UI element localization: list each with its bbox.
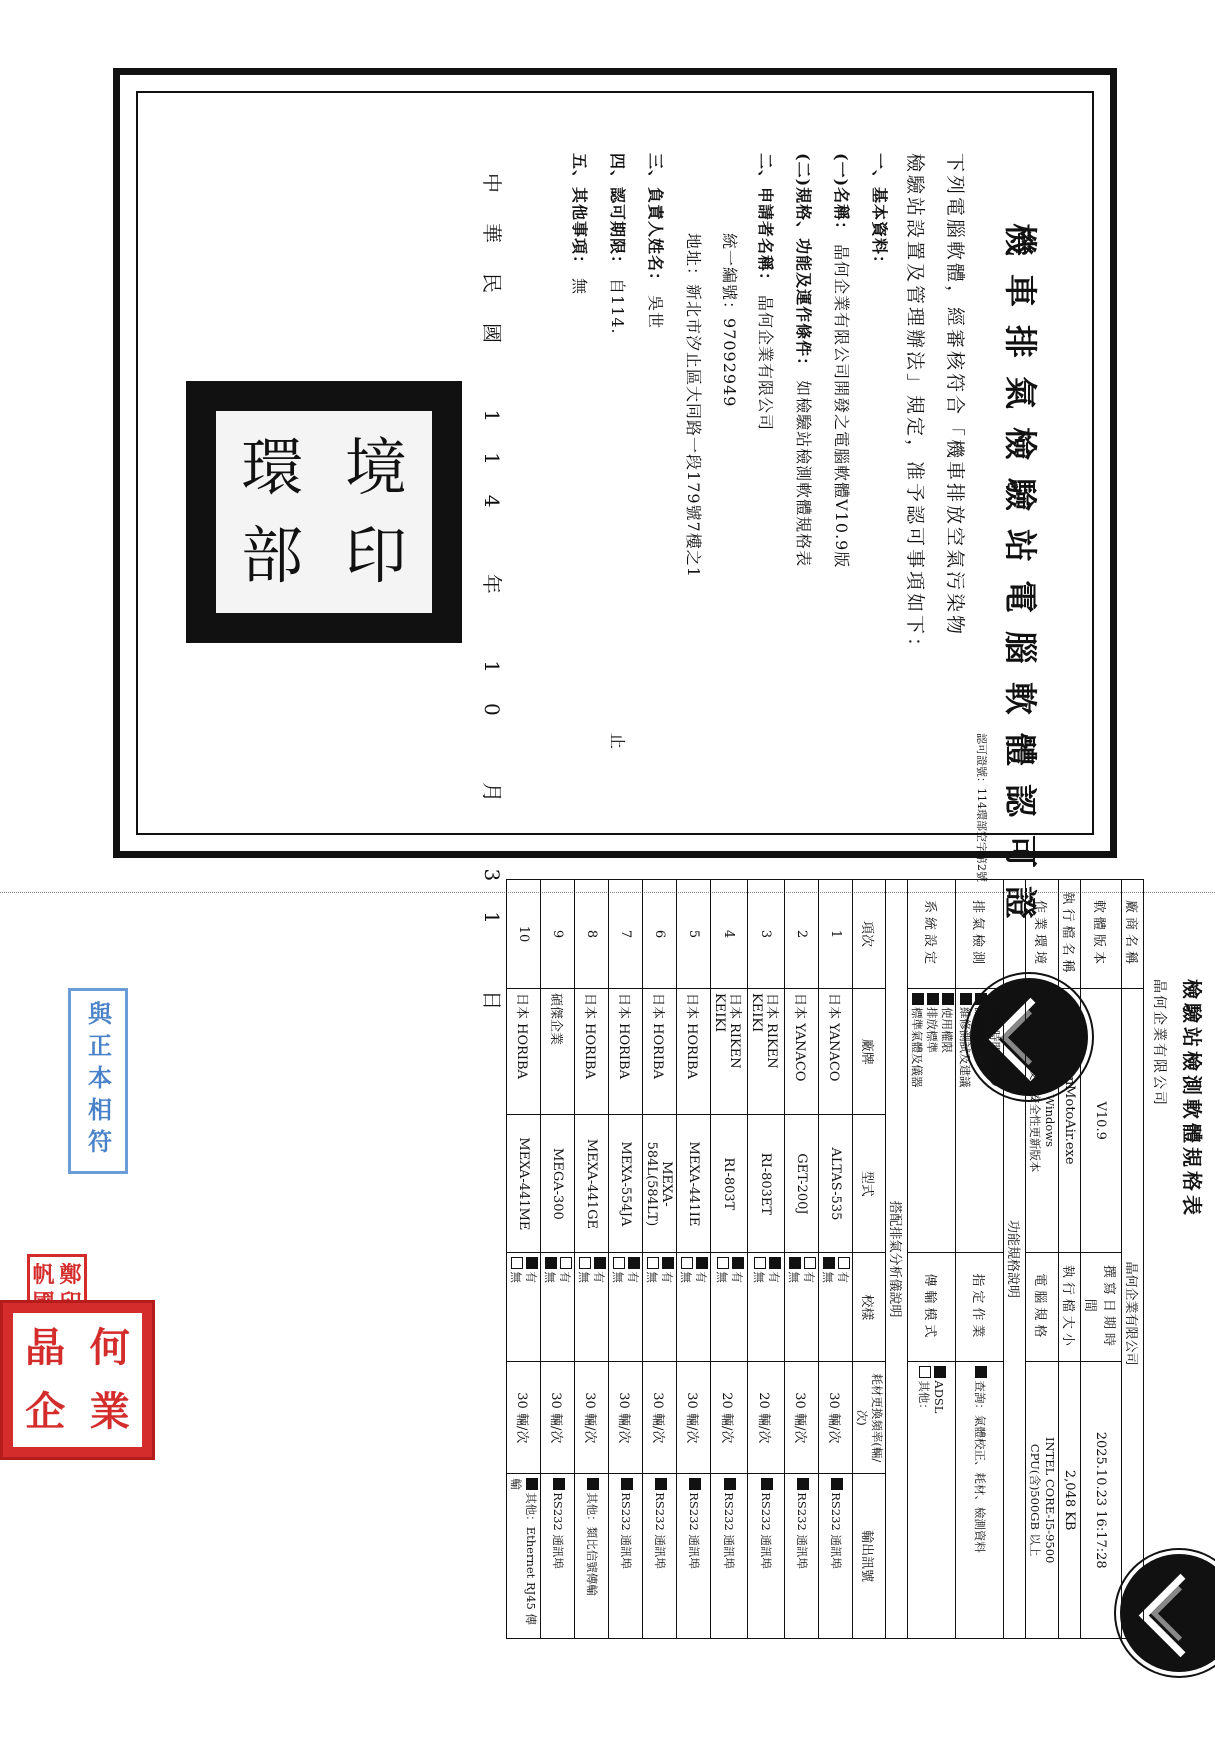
equipment-freq: 30 輛/次	[643, 1362, 677, 1474]
equipment-row	[609, 880, 643, 1639]
spec-table	[506, 879, 1144, 1639]
equipment-row	[643, 880, 677, 1639]
equipment-no: 3	[748, 880, 785, 989]
equipment-row	[748, 880, 785, 1639]
equipment-row	[819, 880, 853, 1639]
spec-company: 晶何企業有限公司	[1151, 979, 1167, 1107]
equipment-no: 2	[785, 880, 819, 989]
equipment-output: RS232 通訊埠	[785, 1474, 819, 1639]
equipment-calib: 有 無	[677, 1253, 711, 1362]
equipment-calib: 有 無	[541, 1253, 575, 1362]
equipment-model: MEXA-554JA	[609, 1115, 643, 1253]
equipment-freq: 30 輛/次	[575, 1362, 609, 1474]
responsible-row: 三、負責人姓名：吳世	[646, 153, 665, 330]
col-output: 輸出訊號	[853, 1474, 886, 1639]
equipment-no: 10	[507, 880, 541, 989]
intro-line-1: 下列電腦軟體，經審核符合「機車排放空氣污染物	[944, 153, 966, 638]
exhaust-label: 排氣檢測	[956, 880, 1004, 989]
official-seal-core: 環 境 部 印	[216, 411, 432, 613]
exe-label: 執行檔名稱	[1059, 880, 1081, 989]
equipment-calib: 有 無	[748, 1253, 785, 1362]
equipment-freq: 30 輛/次	[507, 1362, 541, 1474]
software-name-row: (一)名稱：晶何企業有限公司開發之電腦軟體V10.9版	[832, 153, 851, 569]
func-header: 功能規格說明	[1004, 880, 1026, 1639]
equip-header: 搭配排氣分析儀說明	[886, 880, 908, 1639]
certificate-title: 機車排氣檢驗站電腦軟體認可證	[1001, 223, 1040, 937]
section-basic-info: 一、基本資料：	[870, 153, 889, 273]
equipment-calib: 有 無	[819, 1253, 853, 1362]
col-no: 項次	[853, 880, 886, 989]
vendor-label: 廠商名稱	[1122, 880, 1144, 989]
size-value: 2,048 KB	[1059, 1362, 1081, 1639]
hw-value: INTEL CORE-I5-9500 CPU(含)500GB 以上	[1026, 1362, 1059, 1639]
equipment-freq: 30 輛/次	[785, 1362, 819, 1474]
roc-date: 中華民國 114 年 10 月 31 日	[480, 173, 504, 1041]
equipment-freq: 30 輛/次	[609, 1362, 643, 1474]
spec-title: 檢驗站檢測軟體規格表	[1180, 979, 1204, 1219]
spec-sheet	[506, 859, 1208, 1659]
equipment-output: RS232 通訊埠	[819, 1474, 853, 1639]
equipment-output: RS232 通訊埠	[677, 1474, 711, 1639]
personal-red-seal: 帆 鄭	[27, 1254, 87, 1324]
equipment-output: RS232 通訊埠	[748, 1474, 785, 1639]
equipment-model: MEXA-441GE	[575, 1115, 609, 1253]
equipment-model: MEXA-441ME	[507, 1115, 541, 1253]
equipment-brand: 日本 RIKEN KEIKI	[748, 989, 785, 1115]
official-seal	[186, 381, 462, 643]
equipment-model: RI-803T	[711, 1115, 748, 1253]
env-label: 作業環境	[1026, 880, 1059, 989]
equipment-brand: 日本 HORIBA	[677, 989, 711, 1115]
equipment-output: 其他：類比信號傳輸	[575, 1474, 609, 1639]
equipment-model: ALTAS-535	[819, 1115, 853, 1253]
company-red-seal: 晶 何 企 業	[0, 1300, 155, 1460]
equipment-no: 7	[609, 880, 643, 989]
col-brand: 廠牌	[853, 989, 886, 1115]
equipment-output: 其他：Ethernet RJ45 傳輸	[507, 1474, 541, 1639]
equipment-freq: 30 輛/次	[541, 1362, 575, 1474]
equipment-row	[541, 880, 575, 1639]
equipment-brand: 日本 HORIBA	[507, 989, 541, 1115]
software-spec-row: (二)規格、功能及運作條件：如檢驗站檢測軟體規格表	[794, 153, 813, 568]
equipment-output: RS232 通訊埠	[541, 1474, 575, 1639]
exhaust-options: 採樣時間 30 秒 語音指示 維修測試及建議	[956, 989, 1004, 1253]
applicant-row: 二、申請者名稱：晶何企業有限公司	[756, 153, 775, 432]
equipment-row	[711, 880, 748, 1639]
col-freq: 耗材更換頻率(輛/次)	[853, 1362, 886, 1474]
equipment-calib: 有 無	[643, 1253, 677, 1362]
col-calib: 校樣	[853, 1253, 886, 1362]
equipment-freq: 20 輛/次	[711, 1362, 748, 1474]
uid-row: 統一編號：97092949	[720, 233, 739, 408]
equipment-no: 1	[819, 880, 853, 989]
equipment-model: MEXA-584L(584LT)	[643, 1115, 677, 1253]
vendor-value: 晶何企業有限公司	[1122, 989, 1144, 1639]
equipment-brand: 日本 HORIBA	[575, 989, 609, 1115]
equipment-output: RS232 通訊埠	[711, 1474, 748, 1639]
equipment-model: MEXA-441IE	[677, 1115, 711, 1253]
transfer-options: ADSL 其他：	[908, 1362, 956, 1639]
transfer-label: 傳輸模式	[908, 1253, 956, 1362]
hw-label: 電腦規格	[1026, 1253, 1059, 1362]
equipment-model: RI-803ET	[748, 1115, 785, 1253]
equipment-model: MEGA-300	[541, 1115, 575, 1253]
address-row: 地址：新北市汐止區大同路一段179號7樓之1	[684, 233, 703, 578]
equipment-no: 5	[677, 880, 711, 989]
version-value: V10.9	[1081, 989, 1122, 1253]
version-label: 軟體版本	[1081, 880, 1122, 989]
copy-conformity-stamp: 與正本相符	[68, 988, 128, 1174]
equipment-freq: 30 輛/次	[677, 1362, 711, 1474]
equipment-model: GET-200J	[785, 1115, 819, 1253]
equipment-calib: 有 無	[785, 1253, 819, 1362]
equipment-no: 8	[575, 880, 609, 989]
intro-line-2: 檢驗站設置及管理辦法」規定，准予認可事項如下：	[904, 153, 926, 660]
equipment-brand: 日本 YANACO	[819, 989, 853, 1115]
equipment-rows	[507, 880, 853, 1639]
equipment-output: RS232 通訊埠	[643, 1474, 677, 1639]
system-label: 系統設定	[908, 880, 956, 989]
col-model: 型式	[853, 1115, 886, 1253]
equipment-calib: 有 無	[575, 1253, 609, 1362]
equipment-no: 9	[541, 880, 575, 989]
period-end: 止	[608, 733, 627, 751]
equipment-freq: 20 輛/次	[748, 1362, 785, 1474]
designated-value: 查詢：氣體校正、耗材、檢測資料	[956, 1362, 1004, 1639]
equipment-freq: 30 輛/次	[819, 1362, 853, 1474]
equipment-brand: 日本 HORIBA	[609, 989, 643, 1115]
equipment-no: 4	[711, 880, 748, 989]
env-value: Windows 支援安全性更新版本	[1026, 989, 1059, 1253]
equipment-brand: 日本 HORIBA	[643, 989, 677, 1115]
equipment-calib: 有 無	[507, 1253, 541, 1362]
designated-label: 指定作業	[956, 1253, 1004, 1362]
other-row: 五、其他事項：無	[570, 153, 589, 296]
written-label: 撰寫日期時間	[1081, 1253, 1122, 1362]
equipment-no: 6	[643, 880, 677, 989]
written-value: 2025.10.23 16:17:28	[1081, 1362, 1122, 1639]
period-row: 四、認可期限：自114.	[608, 153, 627, 335]
equipment-row	[677, 880, 711, 1639]
size-label: 執行檔大小	[1059, 1253, 1081, 1362]
equipment-row	[507, 880, 541, 1639]
system-options: 使用權限 排放標準 標準氣體及儀器	[908, 989, 956, 1253]
equipment-brand: 日本 RIKEN KEIKI	[711, 989, 748, 1115]
equipment-brand: 碩傑企業	[541, 989, 575, 1115]
equipment-calib: 有 無	[711, 1253, 748, 1362]
certificate-number: 認可證號：114環部空字第2號	[975, 733, 988, 882]
equipment-brand: 日本 YANACO	[785, 989, 819, 1115]
equipment-row	[575, 880, 609, 1639]
exe-value: nMotoAir.exe	[1059, 989, 1081, 1253]
equipment-calib: 有 無	[609, 1253, 643, 1362]
equipment-output: RS232 通訊埠	[609, 1474, 643, 1639]
equipment-row	[785, 880, 819, 1639]
